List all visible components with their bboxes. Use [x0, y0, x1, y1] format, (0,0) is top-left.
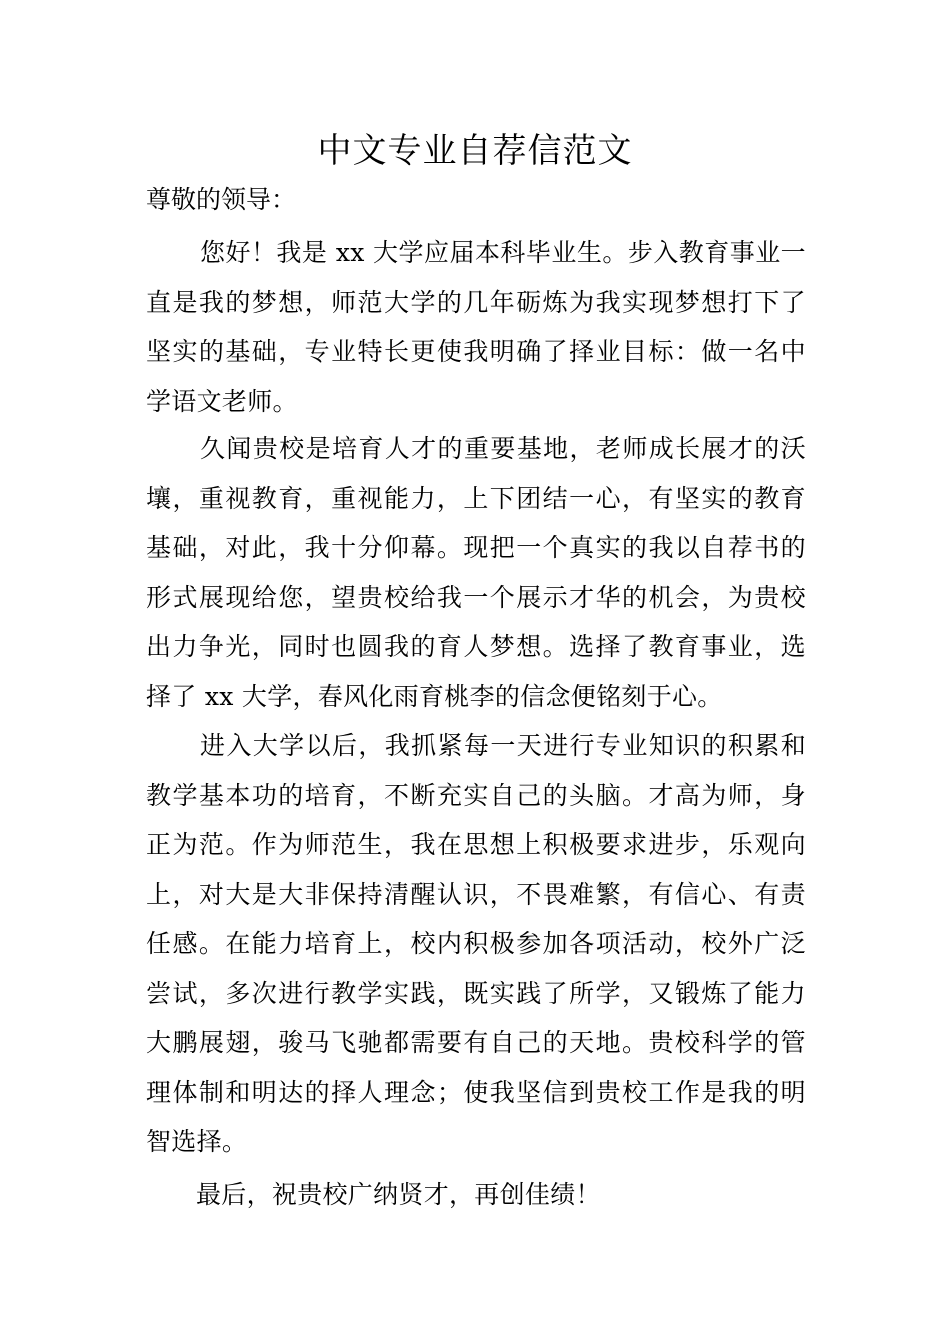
- paragraph-line: 上，对大是大非保持清醒认识，不畏难繁，有信心、有责: [146, 879, 806, 909]
- paragraph-greeting: [146, 228, 806, 426]
- paragraph-line: 智选择。: [146, 1127, 248, 1156]
- paragraph-line: 基础，对此，我十分仰幕。现把一个真实的我以自荐书的: [146, 533, 806, 562]
- paragraph-line: 理体制和明达的择人理念；使我坚信到贵校工作是我的明: [146, 1077, 806, 1107]
- document-title: 中文专业自荐信范文: [317, 131, 633, 171]
- paragraph-school: [146, 424, 806, 721]
- paragraph-line: 正为范。作为师范生，我在思想上积极要求进步，乐观向: [146, 830, 806, 859]
- paragraph-line: 进入大学以后，我抓紧每一天进行专业知识的积累和: [200, 731, 806, 760]
- paragraph-line: 坚实的基础，专业特长更使我明确了择业目标：做一名中: [146, 337, 806, 366]
- paragraph-line: 尝试，多次进行教学实践，既实践了所学，又锻炼了能力: [146, 978, 806, 1008]
- paragraph-line: 大鹏展翅，骏马飞驰都需要有自己的天地。贵校科学的管: [146, 1028, 806, 1057]
- paragraph-line: 直是我的梦想，师范大学的几年砺炼为我实现梦想打下了: [146, 287, 806, 317]
- closing-line: 最后，祝贵校广纳贤才，再创佳绩！: [196, 1180, 601, 1209]
- paragraph-line: 学语文老师。: [146, 386, 298, 416]
- paragraph-line: 您好！我是 xx 大学应届本科毕业生。步入教育事业一: [200, 238, 806, 267]
- paragraph-line: 形式展现给您，望贵校给我一个展示才华的机会，为贵校: [146, 582, 806, 612]
- paragraph-line: 壤，重视教育，重视能力，上下团结一心，有坚实的教育: [146, 483, 806, 513]
- paragraph-line: 教学基本功的培育，不断充实自己的头脑。才高为师，身: [146, 780, 806, 810]
- paragraph-line: 出力争光，同时也圆我的育人梦想。选择了教育事业，选: [146, 632, 806, 661]
- paragraph-line: 择了 xx 大学，春风化雨育桃李的信念便铭刻于心。: [146, 681, 723, 711]
- paragraph-line: 任感。在能力培育上，校内积极参加各项活动，校外广泛: [146, 929, 806, 958]
- salutation: 尊敬的领导：: [146, 185, 297, 214]
- paragraph-line: 久闻贵校是培育人才的重要基地，老师成长展才的沃: [200, 434, 806, 463]
- paragraph-university: [146, 721, 806, 1167]
